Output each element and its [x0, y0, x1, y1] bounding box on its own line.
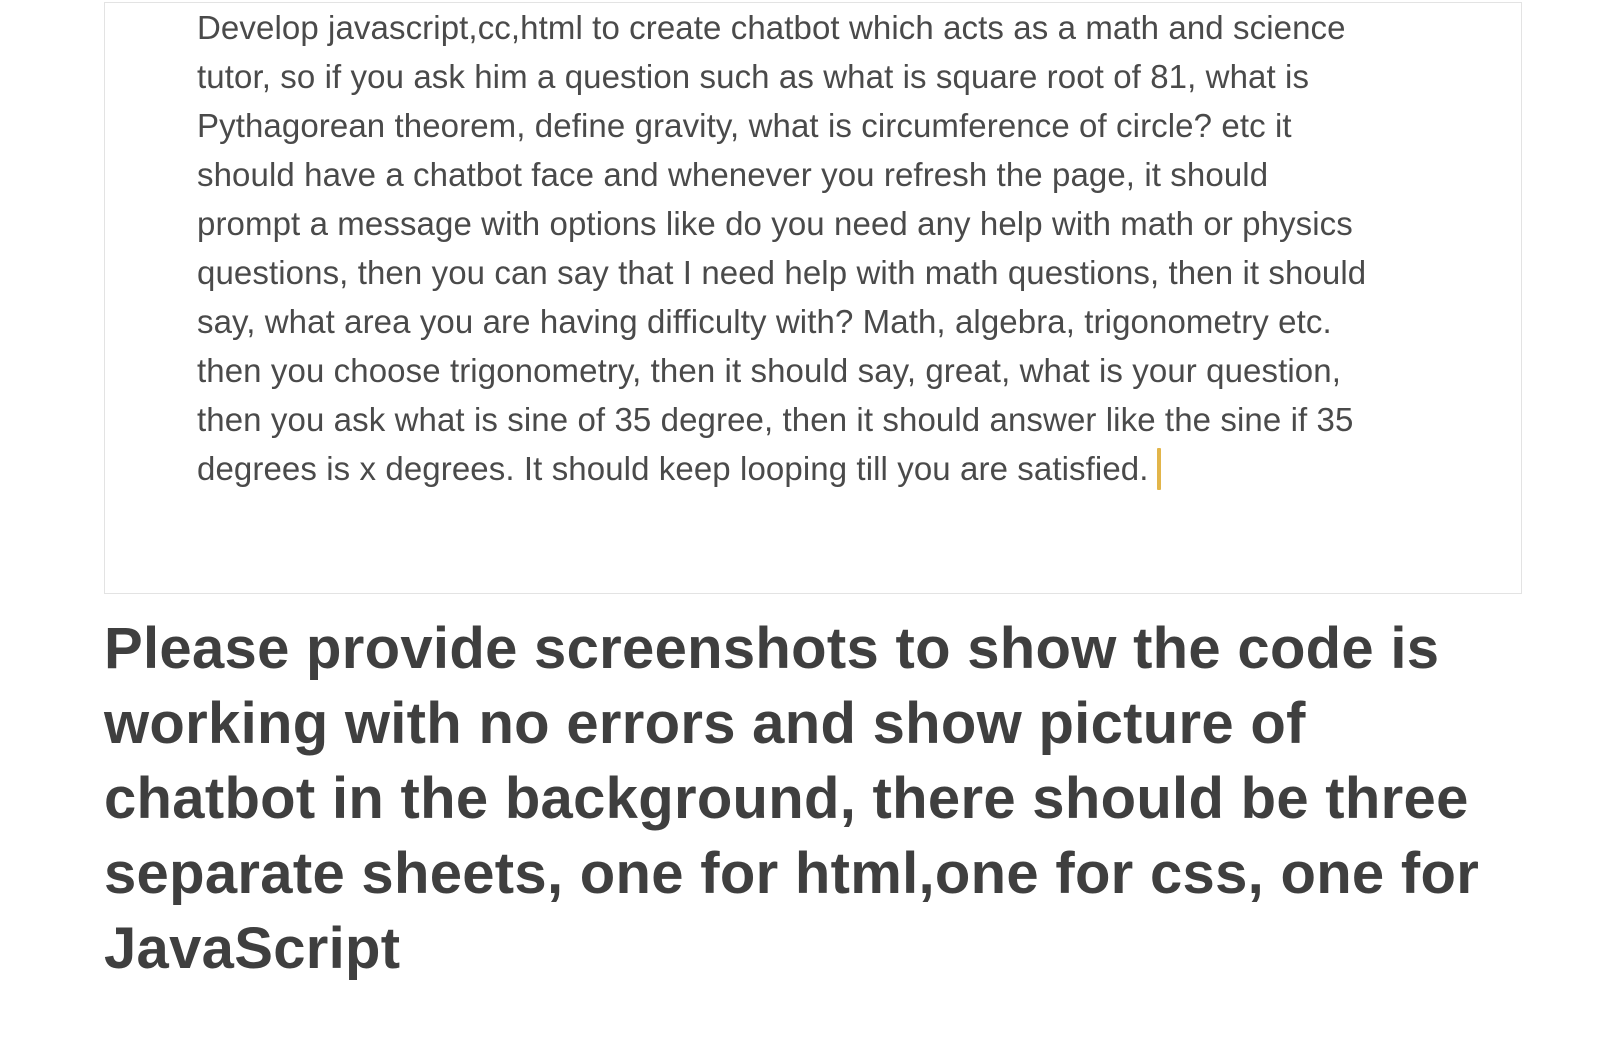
text-caret [1157, 448, 1161, 490]
question-text [197, 3, 1497, 493]
question-text-area[interactable] [104, 2, 1522, 594]
instructions-heading [104, 611, 1564, 986]
heading-line: JavaScript [104, 916, 401, 981]
text-line: Pythagorean theorem, define gravity, what is circumference of circle? etc it [197, 107, 1292, 144]
text-line: then you ask what is sine of 35 degree, then it should answer like the sine if 35 [197, 401, 1354, 438]
text-line: should have a chatbot face and whenever you refresh the page, it should [197, 156, 1269, 193]
heading-line: working with no errors and show picture of [104, 691, 1306, 756]
heading-line: chatbot in the background, there should be three [104, 766, 1469, 831]
text-line: tutor, so if you ask him a question such as what is square root of 81, what is [197, 58, 1310, 95]
text-line: questions, then you can say that I need help with math questions, then it should [197, 254, 1367, 291]
text-line-last-content: degrees is x degrees. It should keep looping till you are satisfied. [197, 450, 1149, 487]
heading-line: Please provide screenshots to show the code is [104, 616, 1440, 681]
text-line-last [197, 444, 1497, 493]
text-line: say, what area you are having difficulty with? Math, algebra, trigonometry etc. [197, 303, 1332, 340]
heading-line: separate sheets, one for html,one for css, one for [104, 841, 1480, 906]
text-line: prompt a message with options like do you need any help with math or physics [197, 205, 1353, 242]
text-line: Develop javascript,cc,html to create chatbot which acts as a math and science [197, 9, 1346, 46]
text-line: then you choose trigonometry, then it should say, great, what is your question, [197, 352, 1341, 389]
